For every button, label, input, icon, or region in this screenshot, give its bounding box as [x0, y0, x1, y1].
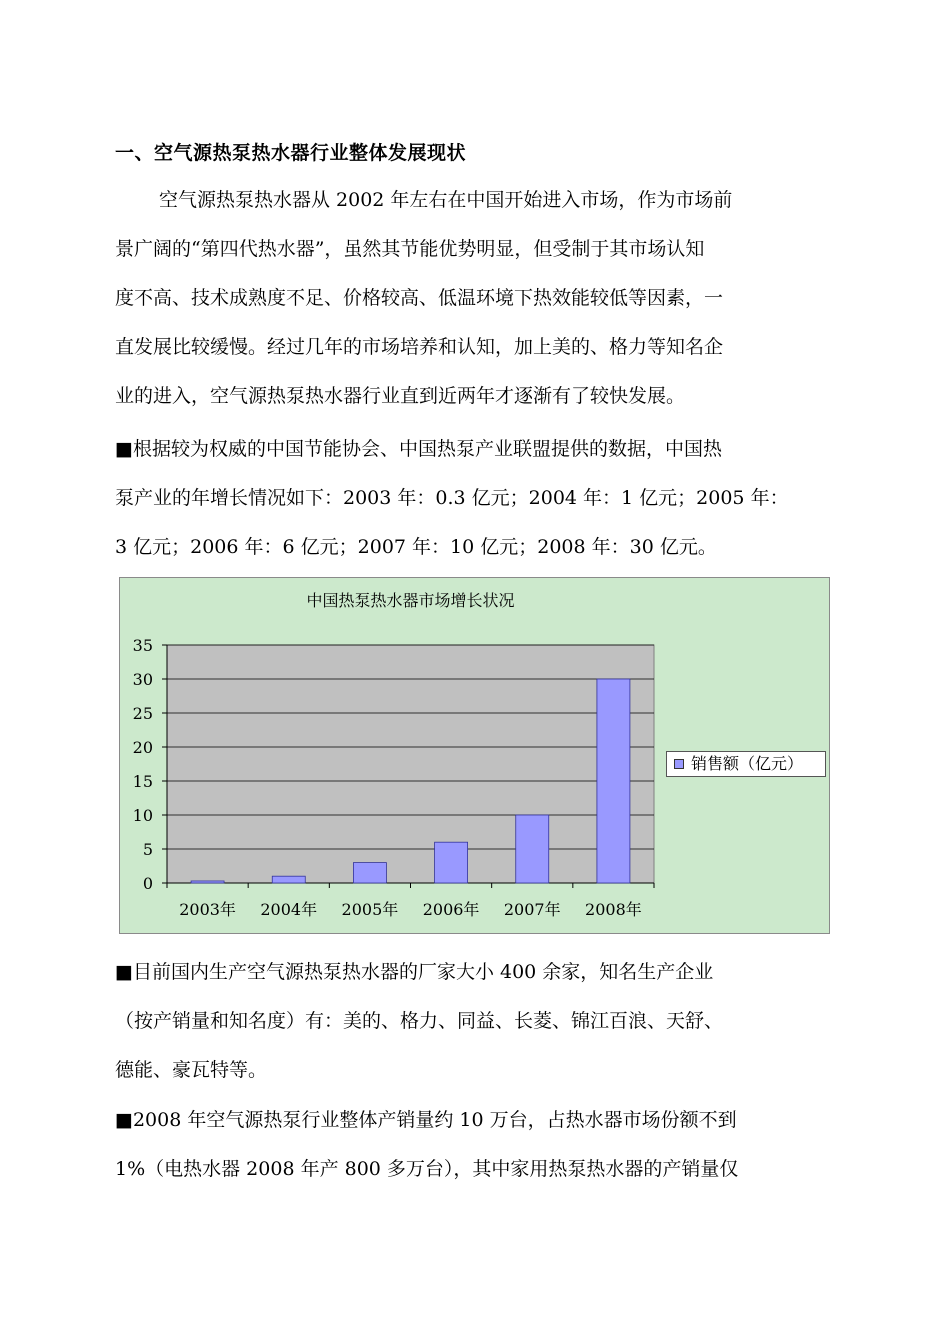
paragraph-line: 直发展比较缓慢。经过几年的市场培养和认知，加上美的、格力等知名企 — [115, 336, 724, 358]
paragraph-intro — [115, 176, 843, 421]
x-tick-label: 2008年 — [585, 900, 642, 919]
x-tick-label: 2005年 — [341, 900, 399, 919]
bar — [191, 881, 224, 883]
y-tick-label: 10 — [132, 806, 153, 825]
paragraph-sales-volume — [115, 1096, 843, 1194]
y-tick-label: 30 — [132, 670, 153, 689]
bar — [435, 842, 468, 883]
paragraph-line: 德能、豪瓦特等。 — [115, 1059, 268, 1081]
paragraph-line: 3 亿元；2006 年：6 亿元；2007 年：10 亿元；2008 年：30 亿元。 — [115, 536, 717, 558]
x-tick-label: 2006年 — [422, 900, 480, 919]
y-tick-label: 25 — [132, 704, 153, 723]
section-heading: 一、空气源热泵热水器行业整体发展现状 — [115, 142, 467, 164]
legend-swatch — [674, 759, 684, 769]
plot-area — [167, 645, 654, 883]
paragraph-line: ■根据较为权威的中国节能协会、中国热泵产业联盟提供的数据，中国热 — [115, 438, 722, 460]
paragraph-manufacturers — [115, 948, 843, 1095]
paragraph-line: （按产销量和知名度）有：美的、格力、同益、长菱、锦江百浪、天舒、 — [115, 1010, 724, 1032]
bar — [516, 815, 549, 883]
paragraph-line: 业的进入，空气源热泵热水器行业直到近两年才逐渐有了较快发展。 — [115, 385, 686, 407]
y-tick-label: 35 — [132, 636, 153, 655]
legend-label: 销售额（亿元） — [691, 754, 804, 773]
bar — [272, 876, 305, 883]
x-tick-label: 2004年 — [260, 900, 318, 919]
paragraph-line: 泵产业的年增长情况如下：2003 年：0.3 亿元；2004 年：1 亿元；2005 年： — [115, 487, 789, 509]
y-tick-label: 0 — [142, 874, 153, 893]
paragraph-line: 空气源热泵热水器从 2002 年左右在中国开始进入市场，作为市场前 — [159, 189, 733, 211]
x-tick-label: 2003年 — [179, 900, 236, 919]
y-tick-label: 5 — [142, 840, 153, 859]
bar — [353, 863, 386, 883]
y-tick-label: 20 — [132, 738, 153, 757]
chart-legend — [666, 751, 826, 777]
paragraph-line: 景广阔的“第四代热水器”，虽然其节能优势明显，但受制于其市场认知 — [115, 238, 705, 260]
bar — [597, 679, 630, 883]
y-tick-label: 15 — [132, 772, 153, 791]
paragraph-line: ■目前国内生产空气源热泵热水器的厂家大小 400 余家，知名生产企业 — [115, 961, 714, 983]
market-growth-chart — [119, 577, 830, 934]
chart-title: 中国热泵热水器市场增长状况 — [306, 591, 515, 610]
paragraph-growth-data — [115, 425, 843, 572]
paragraph-line: 度不高、技术成熟度不足、价格较高、低温环境下热效能较低等因素，一 — [115, 287, 724, 309]
paragraph-line: 1%（电热水器 2008 年产 800 多万台），其中家用热泵热水器的产销量仅 — [115, 1158, 739, 1180]
x-tick-label: 2007年 — [503, 900, 561, 919]
paragraph-line: ■2008 年空气源热泵行业整体产销量约 10 万台，占热水器市场份额不到 — [115, 1109, 737, 1131]
